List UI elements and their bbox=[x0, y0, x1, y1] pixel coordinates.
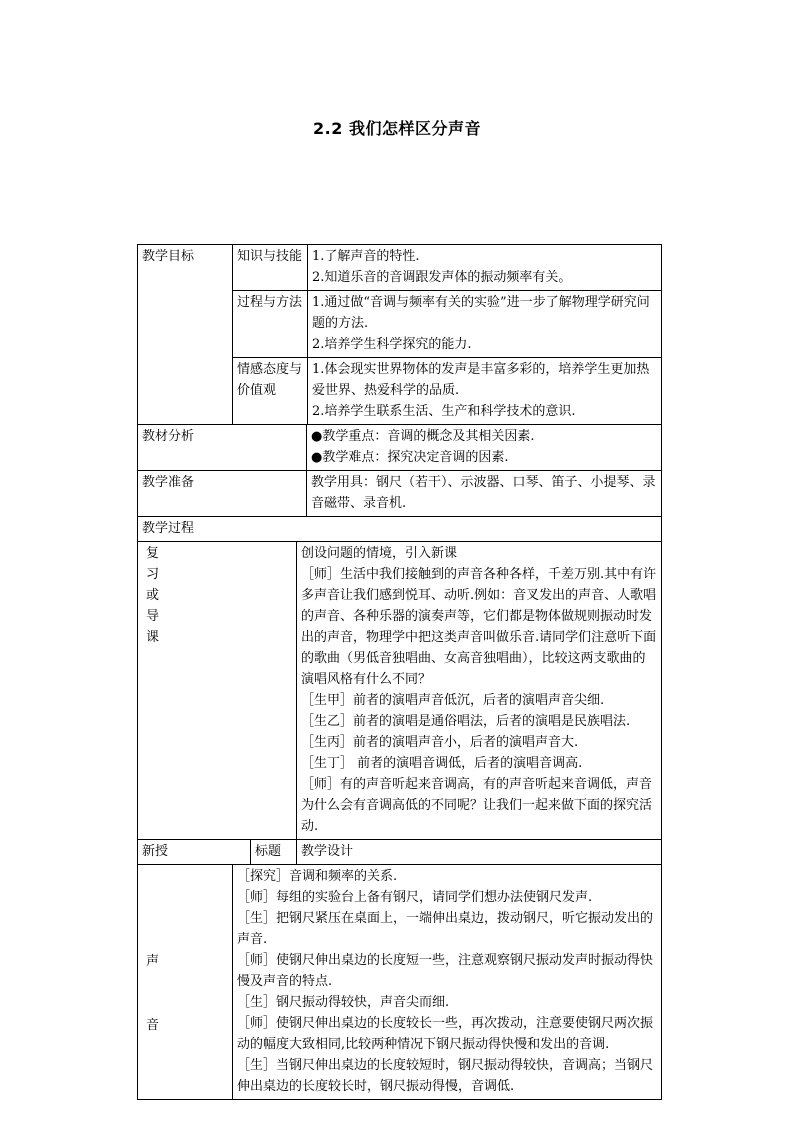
objective-content bbox=[307, 291, 661, 357]
objective-content bbox=[307, 358, 661, 424]
objective-line: 2.培养学生联系生活、生产和科学技术的意识. bbox=[312, 404, 576, 419]
objective-line: 2.知道乐音的音调跟发声体的振动频率有关。 bbox=[312, 270, 572, 285]
analysis-content bbox=[306, 425, 661, 470]
analysis-row bbox=[137, 425, 662, 471]
sound-line: ［探究］音调和频率的关系. bbox=[237, 869, 398, 884]
objective-knowledge bbox=[233, 245, 661, 290]
preparation-content: 教学用具：钢尺（若干）、示波器、口琴、笛子、小提琴、录音磁带、录音机. bbox=[306, 471, 661, 516]
process-label: 教学过程 bbox=[142, 521, 195, 536]
objective-process bbox=[233, 290, 661, 357]
lesson-plan-table bbox=[137, 244, 662, 1100]
review-line: ［师］有的声音听起来音调高，有的声音听起来音调低，声音为什么会有音调高低的不同呢？让我们一起来做下面的探究活动. bbox=[301, 777, 653, 834]
objective-category: 过程与方法 bbox=[237, 295, 303, 310]
review-line: ［生丁］ 前者的演唱音调低，后者的演唱音调高. bbox=[301, 756, 583, 771]
review-label-char: 复 bbox=[146, 546, 160, 561]
objectives-row bbox=[137, 244, 662, 425]
sound-line: ［生］钢尺振动得较快，声音尖而细. bbox=[237, 995, 450, 1010]
new-lesson-label: 新授 bbox=[142, 844, 169, 859]
sound-label-char: 音 bbox=[146, 1018, 160, 1033]
review-label-char: 或 bbox=[146, 588, 160, 603]
review-line: 创设问题的情境，引入新课 bbox=[301, 546, 458, 561]
objective-category: 情感态度与价值观 bbox=[237, 362, 303, 398]
sound-line: ［师］使钢尺伸出桌边的长度较长一些，再次拨动，注意要使钢尺两次振动的幅度大致相同,比较两种情况下钢尺振动得快慢和发出的音调. bbox=[237, 1016, 654, 1052]
sound-content bbox=[232, 865, 661, 1099]
objective-line: 1.通过做“音调与频率有关的实验”进一步了解物理学研究问题的方法. bbox=[312, 295, 650, 331]
objective-category: 知识与技能 bbox=[237, 249, 303, 264]
sound-line: ［生］当钢尺伸出桌边的长度较短时，钢尺振动得较快，音调高；当钢尺伸出桌边的长度较长时，钢尺振动得慢，音调低. bbox=[237, 1058, 654, 1094]
objective-line: 2.培养学生科学探究的能力. bbox=[312, 337, 472, 352]
review-line: ［生甲］前者的演唱声音低沉，后者的演唱声音尖细. bbox=[301, 693, 605, 708]
objective-attitude bbox=[233, 357, 661, 424]
review-label-char: 导 bbox=[146, 609, 160, 624]
sound-row bbox=[137, 865, 662, 1100]
sound-line: ［师］使钢尺伸出桌边的长度短一些，注意观察钢尺振动发声时振动得快慢及声音的特点. bbox=[237, 953, 654, 989]
page-title: 2.2 我们怎样区分声音 bbox=[313, 119, 481, 138]
review-line: ［生丙］前者的演唱声音小，后者的演唱声音大. bbox=[301, 735, 579, 750]
sound-line: ［生］把钢尺紧压在桌面上，一端伸出桌边，拨动钢尺，听它振动发出的声音. bbox=[237, 911, 654, 947]
objective-line: 1.体会现实世界物体的发声是丰富多彩的，培养学生更加热爱世界、热爱科学的品质. bbox=[312, 362, 650, 398]
objectives-subtable bbox=[232, 245, 661, 424]
sound-label-char: 声 bbox=[146, 954, 160, 969]
review-content bbox=[296, 542, 661, 839]
analysis-label: 教材分析 bbox=[142, 429, 195, 444]
analysis-line: ●教学重点：音调的概念及其相关因素. bbox=[311, 429, 535, 444]
objectives-label: 教学目标 bbox=[142, 249, 195, 264]
review-label-char: 习 bbox=[146, 567, 160, 582]
objective-content bbox=[307, 245, 661, 290]
review-row bbox=[137, 542, 662, 840]
sound-line: ［师］每组的实验台上备有钢尺，请同学们想办法使钢尺发声. bbox=[237, 890, 593, 905]
objective-line: 1.了解声音的特性. bbox=[312, 249, 420, 264]
process-row bbox=[137, 517, 662, 542]
review-line: ［师］生活中我们接触到的声音各种各样，千差万别.其中有许多声音让我们感到悦耳、动听.例如：音叉发出的声音、人歌唱的声音、各种乐器的演奏声等，它们都是物体做规则振动时发出的声音，物理学中把这类声音叫做乐音.请同学们注意听下面的歌曲（男低音独唱曲、女高音独唱曲），比较这两支歌曲的演唱风格有什么不同？ bbox=[301, 567, 657, 687]
preparation-label: 教学准备 bbox=[142, 475, 195, 490]
new-lesson-title-col: 标题 bbox=[250, 840, 296, 864]
new-lesson-design-col: 教学设计 bbox=[296, 840, 661, 864]
review-label bbox=[138, 542, 296, 839]
analysis-line: ●教学难点：探究决定音调的因素. bbox=[311, 450, 509, 465]
preparation-row bbox=[137, 471, 662, 517]
sound-label bbox=[138, 865, 232, 1099]
review-line: ［生乙］前者的演唱是通俗唱法，后者的演唱是民族唱法. bbox=[301, 714, 631, 729]
review-label-char: 课 bbox=[146, 630, 160, 645]
new-lesson-row bbox=[137, 840, 662, 865]
